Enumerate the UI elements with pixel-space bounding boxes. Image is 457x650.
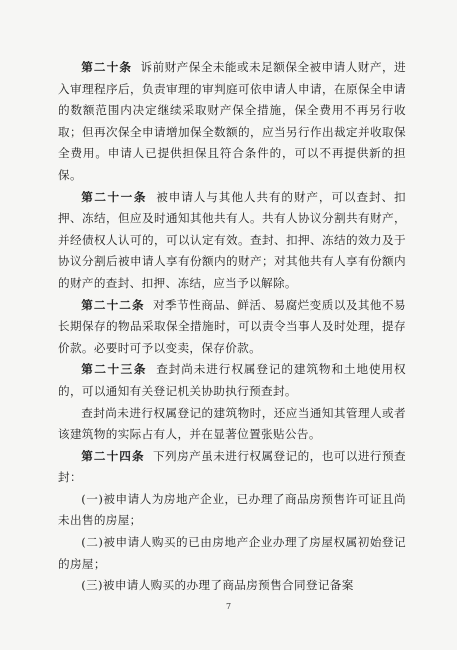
list-item-2: (二)被申请人购买的已由房地产企业办理了房屋权属初始登记的房屋； <box>58 535 406 571</box>
article-text: 被申请人与其他人共有的财产，可以查封、扣押、冻结，但应及时通知其他共有人。共有人协议分割共有财产，并经债权人认可的，可以认定有效。查封、扣押、冻结的效力及于协议分割后被申请人享有份额内的财产；对其他共有人享有份额内的财产的查封、扣押、冻结，应当予以解除。 <box>58 189 406 290</box>
article-label: 第二十四条 <box>81 448 145 463</box>
article-23-paragraph-2: 查封尚未进行权属登记的建筑物时，还应当通知其管理人或者该建筑物的实际占有人，并在显著位置张贴公告。 <box>58 405 406 442</box>
article-text: 下列房产虽未进行权属登记的，也可以进行预查封： <box>58 448 406 485</box>
article-label: 第二十三条 <box>81 362 148 377</box>
body-text <box>58 57 406 597</box>
list-item-1: (一)被申请人为房地产企业，已办理了商品房预售许可证且尚未出售的房屋； <box>58 491 406 528</box>
article-label: 第二十一条 <box>81 189 148 204</box>
article-21 <box>58 187 406 295</box>
article-text: 诉前财产保全未能或未足额保全被申请人财产，进入审理程序后，负责审理的审判庭可依申请人申请，在原保全申请的数额范围内决定继续采取财产保全措施，保全费用不再另行收取；但再次保全申请增加保全数额的，应当另行作出裁定并收取保全费用。申请人已提供担保且符合条件的，可以不再提供新的担保。 <box>58 60 406 182</box>
article-23 <box>58 359 406 402</box>
article-24 <box>58 446 406 489</box>
article-text: 查封尚未进行权属登记的建筑物和土地使用权的，可以通知有关登记机关协助执行预查封。 <box>58 362 406 398</box>
article-text: 对季节性商品、鲜活、易腐烂变质以及其他不易长期保存的物品采取保全措施时，可以责令当事人及时处理，提存价款。必要时可予以变卖，保存价款。 <box>58 297 406 355</box>
article-label: 第二十二条 <box>81 297 145 312</box>
article-20 <box>58 57 406 187</box>
article-22 <box>58 295 406 360</box>
list-item-3: (三)被申请人购买的办理了商品房预售合同登记备案 <box>81 578 354 593</box>
article-label: 第二十条 <box>81 60 133 74</box>
page-number: 7 <box>225 602 232 611</box>
